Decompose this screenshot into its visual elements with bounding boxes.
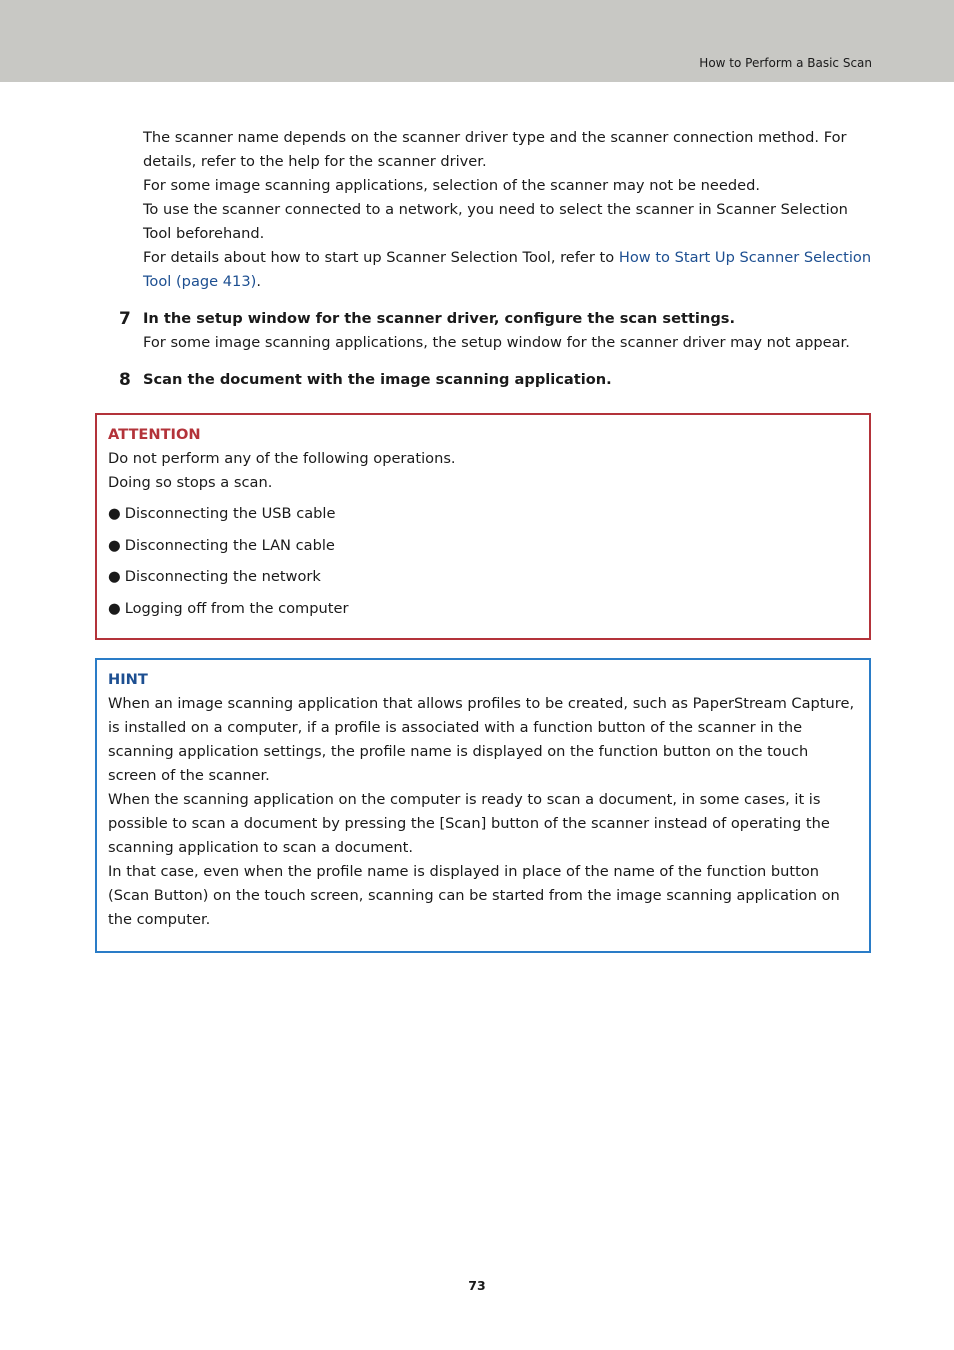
list-item-text: Disconnecting the network bbox=[124, 568, 321, 585]
list-item bbox=[108, 502, 857, 526]
attention-list bbox=[108, 502, 857, 621]
bullet-icon: ● bbox=[108, 599, 121, 617]
intro-link-prefix: For details about how to start up Scanner Selection Tool, refer to bbox=[143, 249, 619, 266]
section-title: How to Perform a Basic Scan bbox=[699, 56, 872, 70]
intro-text-block bbox=[143, 126, 873, 294]
intro-paragraph: For some image scanning applications, selection of the scanner may not be needed. bbox=[143, 177, 760, 194]
intro-link-suffix: . bbox=[256, 273, 261, 290]
hint-paragraph: In that case, even when the profile name is displayed in place of the name of the function button (Scan Button) on the touch screen, scanning can be started from the image scanning application on the computer. bbox=[108, 863, 840, 928]
step-body bbox=[143, 368, 873, 392]
attention-line: Doing so stops a scan. bbox=[108, 474, 273, 491]
attention-line: Do not perform any of the following operations. bbox=[108, 450, 456, 467]
hint-heading: HINT bbox=[108, 671, 148, 688]
page-number: 73 bbox=[468, 1278, 486, 1293]
list-item-text: Disconnecting the USB cable bbox=[124, 505, 336, 522]
list-item bbox=[108, 597, 857, 621]
step-number: 7 bbox=[119, 309, 131, 329]
bullet-icon: ● bbox=[108, 505, 121, 522]
step-description: For some image scanning applications, the setup window for the scanner driver may not appear. bbox=[143, 334, 850, 351]
intro-paragraph: The scanner name depends on the scanner driver type and the scanner connection method. For details, refer to the help for the scanner driver. bbox=[143, 129, 847, 170]
attention-heading: ATTENTION bbox=[108, 426, 201, 443]
intro-paragraph-with-link bbox=[143, 246, 873, 294]
step-number: 8 bbox=[119, 370, 131, 390]
bullet-icon: ● bbox=[108, 568, 121, 585]
page-header-band bbox=[0, 0, 954, 82]
hint-box bbox=[95, 658, 871, 953]
list-item-text: Disconnecting the LAN cable bbox=[124, 536, 335, 554]
list-item-text: Logging off from the computer bbox=[124, 599, 349, 617]
hint-paragraph: When the scanning application on the computer is ready to scan a document, in some cases, it is possible to scan a document by pressing the [Scan] button of the scanner instead of operating the scanning application to scan a document. bbox=[108, 791, 830, 856]
step-title: In the setup window for the scanner driver, configure the scan settings. bbox=[143, 310, 736, 327]
intro-paragraph: To use the scanner connected to a network, you need to select the scanner in Scanner Selection Tool beforehand. bbox=[143, 201, 848, 242]
bullet-icon: ● bbox=[108, 536, 121, 554]
scanner-selection-tool-link[interactable]: How to Start Up Scanner Selection Tool (page 413) bbox=[143, 249, 872, 290]
step-body bbox=[143, 307, 873, 355]
attention-box bbox=[95, 413, 871, 640]
list-item bbox=[108, 534, 857, 558]
step-title: Scan the document with the image scanning application. bbox=[143, 371, 612, 388]
hint-paragraph: When an image scanning application that allows profiles to be created, such as PaperStream Capture, is installed on a computer, if a profile is associated with a function button of the scanner in the scanning application settings, the profile name is displayed on the function button on the touch screen of the scanner. bbox=[108, 695, 855, 784]
list-item bbox=[108, 565, 857, 589]
